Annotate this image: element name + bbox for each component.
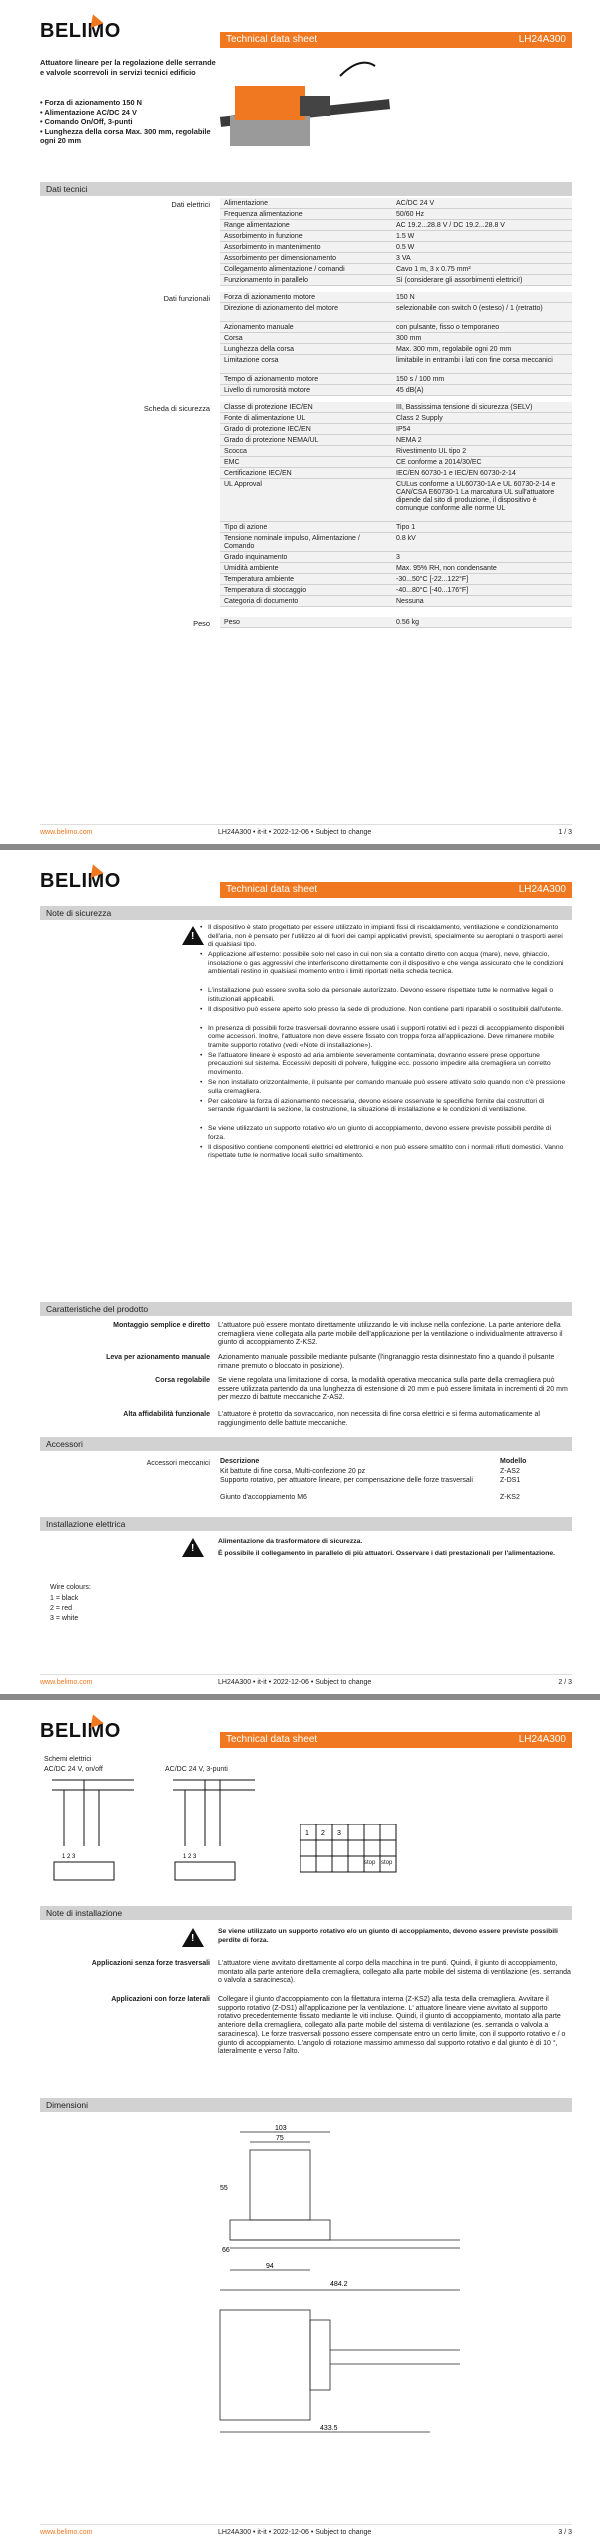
header-bar: Technical data sheet LH24A300: [220, 32, 572, 48]
spec-row: [220, 344, 572, 355]
spec-value: 1.5 W: [396, 233, 415, 240]
spec-key: Tipo di azione: [224, 524, 268, 531]
spec-key: Tensione nominale impulso, Alimentazione / Comando: [224, 535, 360, 550]
spec-row: [220, 231, 572, 242]
spec-row: [220, 533, 572, 552]
spec-row: [220, 385, 572, 396]
group-label: Dati funzionali: [163, 294, 210, 303]
spec-key: Fonte di alimentazione UL: [224, 415, 306, 422]
warning-icon: !: [182, 1928, 204, 1947]
spec-value: IP54: [396, 426, 411, 433]
spec-value: 0.56 kg: [396, 619, 419, 626]
stop-label-1: stop: [364, 1860, 376, 1866]
spec-value: 0.5 W: [396, 244, 415, 251]
dim-55: 55: [220, 2185, 228, 2192]
spec-row: [220, 242, 572, 253]
dim-75: 75: [276, 2135, 284, 2142]
spec-key: Temperatura ambiente: [224, 576, 295, 583]
section-dimensioni: Dimensioni: [40, 2098, 572, 2112]
safety-item: • Per calcolare la forza di azionamento necessaria, devono essere osservate le specifiche fornite dai costruttori di serrande riguardanti la sezione, la costruzione, la situazione di installazione e le condizioni di ventilazione.: [208, 1098, 568, 1115]
spec-key: Limitazione corsa: [224, 357, 279, 364]
dim-103: 103: [275, 2125, 287, 2132]
safety-item: • In presenza di possibili forze trasversali dovranno essere usati i supporti rotativi ed i pezzi di accoppiamento disponibili come accessori. Inoltre, l'attuatore non deve essere fissato con troppa forza all'applicazione. Deve rimanere mobile tramite supporto rotativo (vedi «Note di installazione»).: [208, 1025, 568, 1051]
safety-item: • Applicazione all'esterno: possibile solo nel caso in cui non sia a contatto diretto con acqua (mare), neve, ghiaccio, insolazione o gas aggressivi che interferiscono direttamente con il dispositivo e che venga assicurato che le condizioni ambientali restino in qualsiasi momento entro i limiti riportati nella scheda tecnica.: [208, 951, 568, 977]
spec-value: 3: [396, 554, 400, 561]
belimo-logo: BELIMO: [40, 20, 121, 43]
inst-label-2: Applicazioni con forze laterali: [111, 1996, 210, 2003]
spec-key: Tempo di azionamento motore: [224, 376, 319, 383]
spec-row: [220, 209, 572, 220]
spec-value: Max. 95% RH, non condensante: [396, 565, 497, 572]
footer: www.belimo.com LH24A300 • it-it • 2022-12-06 • Subject to change 2 / 3: [40, 1674, 572, 1691]
footer: www.belimo.com LH24A300 • it-it • 2022-12-06 • Subject to change 1 / 3: [40, 824, 572, 841]
safety-item: • Se l'attuatore lineare è esposto ad aria ambiente severamente contaminata, dovranno essere prese opportune precauzioni sul sistema. Eccessivi depositi di polvere, fuliggine ecc. possono impedire alla cremagliera un corretto movimento.: [208, 1052, 568, 1078]
spec-row: [220, 596, 572, 607]
spec-value: III, Bassissima tensione di sicurezza (SELV): [396, 404, 533, 411]
spec-key: Grado di protezione IEC/EN: [224, 426, 311, 433]
spec-value: IEC/EN 60730-1 e IEC/EN 60730-2-14: [396, 470, 516, 477]
feature-text: L'attuatore può essere montato direttamente utilizzando le viti incluse nella confezione. La parte anteriore della cremagliera viene collegata alla parte mobile dell'applicazione per la ventilazione o individualmente attraverso il giunto di accoppiamento Z-KS2.: [218, 1322, 563, 1347]
footer: www.belimo.com LH24A300 • it-it • 2022-12-06 • Subject to change 3 / 3: [40, 2524, 572, 2541]
warning-icon: !: [182, 926, 204, 945]
spec-key: Funzionamento in parallelo: [224, 277, 309, 284]
belimo-logo: BELIMO: [40, 1720, 121, 1743]
spec-row: [220, 220, 572, 231]
spec-key: Livello di rumorosità motore: [224, 387, 310, 394]
spec-key: Grado inquinamento: [224, 554, 288, 561]
spec-key: UL Approval: [224, 481, 262, 488]
spec-row: [220, 552, 572, 563]
spec-row: [220, 253, 572, 264]
acc-model: Z-DS1: [500, 1477, 521, 1484]
spec-value: selezionabile con switch 0 (esteso) / 1 (retratto): [396, 305, 543, 312]
dim-433: 433.5: [320, 2425, 338, 2432]
spec-row: [220, 617, 572, 628]
group-label: Peso: [193, 619, 210, 628]
inst-text-2: Collegare il giunto d'accoppiamento con la filettatura interna (Z-KS2) alla testa della cremagliera. Avvitare il supporto rotativo (Z-DS1) all'applicazione per la ventilazione. L' attuatore lineare viene avvitato al supporto rotativo precedentemente fissato mediante le viti incluse. Quindi, il giunto di accoppiamento, montato alla parte anteriore della cremagliera, collegato alla parte mobile del sistema di ventilazione (es. serranda o valvola a saracinesca). Le forze trasversali possono essere compensate entro un certo limite, con il supporto rotativo e / o giunto di accoppiamento. L'angolo di rotazione massimo ammesso dal supporto rotativo e dal giunto è di 10 °, lateralmente e verso l'alto.: [218, 1996, 566, 2056]
feature-text: L'attuatore è protetto da sovraccarico, non necessita di fine corsa elettrici e si ferma automaticamente al raggiungimento delle battute meccaniche.: [218, 1411, 540, 1427]
spec-value: 150 s / 100 mm: [396, 376, 445, 383]
page-2: [0, 850, 600, 1694]
spec-value: AC 19.2...28.8 V / DC 19.2...28.8 V: [396, 222, 505, 229]
actuator-image: [210, 56, 390, 166]
diagram-onoff-title: AC/DC 24 V, on/off: [44, 1766, 103, 1773]
elec-note-2: È possibile il collegamento in parallelo di più attuatori. Osservare i dati prestazionali per l'alimentazione.: [218, 1550, 556, 1557]
safety-item: • Il dispositivo può essere aperto solo presso la sede di produzione. Non contiene parti riparabili o sostituibili dall'utente.: [208, 1006, 568, 1015]
svg-text:1 2 3: 1 2 3: [183, 1854, 197, 1860]
page-3: [0, 1700, 600, 2544]
spec-row: [220, 198, 572, 209]
spec-row: [220, 402, 572, 413]
spec-row: [220, 522, 572, 533]
spec-key: Frequenza alimentazione: [224, 211, 303, 218]
spec-key: Assorbimento in funzione: [224, 233, 303, 240]
spec-value: Tipo 1: [396, 524, 416, 531]
spec-key: Classe di protezione IEC/EN: [224, 404, 313, 411]
wiring-diagram-onoff: [44, 1776, 144, 1886]
elec-note-1: Alimentazione da trasformatore di sicurezza.: [218, 1538, 363, 1545]
spec-row: [220, 355, 572, 374]
acc-desc: Giunto d'accoppiamento M6: [220, 1494, 307, 1501]
spec-value: 45 dB(A): [396, 387, 424, 394]
product-intro: Attuatore lineare per la regolazione delle serrande e valvole scorrevoli in servizi tecnici edificio: [40, 58, 216, 77]
spec-row: [220, 574, 572, 585]
spec-key: Grado di protezione NEMA/UL: [224, 437, 319, 444]
spec-key: Alimentazione: [224, 200, 268, 207]
spec-value: NEMA 2: [396, 437, 422, 444]
dim-484: 484.2: [330, 2281, 348, 2288]
spec-value: 50/60 Hz: [396, 211, 425, 218]
warning-icon: !: [182, 1538, 204, 1557]
schemi-title: Schemi elettrici: [44, 1756, 92, 1763]
spec-value: 0.8 kV: [396, 535, 416, 542]
spec-value: Cavo 1 m, 3 x 0.75 mm²: [396, 266, 471, 273]
spec-value: limitabile in entrambi i lati con fine corsa meccanici: [396, 357, 553, 364]
header-bar: Technical data sheet LH24A300: [220, 882, 572, 898]
spec-value: Rivestimento UL tipo 2: [396, 448, 467, 455]
safety-item: • L'installazione può essere svolta solo da personale autorizzato. Devono essere rispettate tutte le normative legali o istituzionali applicabili.: [208, 987, 568, 1004]
spec-value: Max. 300 mm, regolabile ogni 20 mm: [396, 346, 512, 353]
spec-row: [220, 303, 572, 322]
spec-row: [220, 479, 572, 522]
spec-row: [220, 374, 572, 385]
section-installazione-elettrica: Installazione elettrica: [40, 1517, 572, 1531]
feature-label: Leva per azionamento manuale: [106, 1354, 210, 1361]
page-1: [0, 0, 600, 844]
svg-text:3: 3: [337, 1830, 341, 1837]
spec-value: 300 mm: [396, 335, 422, 342]
spec-value: Class 2 Supply: [396, 415, 443, 422]
spec-key: Assorbimento in mantenimento: [224, 244, 321, 251]
spec-row: [220, 292, 572, 303]
footer-url[interactable]: www.belimo.com: [40, 1679, 93, 1686]
spec-key: Direzione di azionamento del motore: [224, 305, 339, 312]
group-label: Scheda di sicurezza: [143, 404, 210, 413]
feature-label: Corsa regolabile: [155, 1377, 210, 1384]
dim-66: 66: [222, 2247, 230, 2254]
spec-value: con pulsante, fisso o temporaneo: [396, 324, 500, 331]
spec-row: [220, 275, 572, 286]
acc-desc: Kit battute di fine corsa, Multi-confezione 20 pz: [220, 1468, 366, 1475]
spec-row: [220, 424, 572, 435]
spec-key: Assorbimento per dimensionamento: [224, 255, 337, 262]
group-label: Dati elettrici: [171, 200, 210, 209]
feature-text: Azionamento manuale possibile mediante pulsante (l'ingranaggio resta disinnestato fino a quando il pulsante rimane premuto o bloccato in posizione).: [218, 1354, 555, 1370]
acc-model: Z-AS2: [500, 1468, 520, 1475]
safety-item: • Se viene utilizzato un supporto rotativo e/o un giunto di accoppiamento, devono essere previste possibili perdite di forza.: [208, 1125, 568, 1142]
spec-key: Lunghezza della corsa: [224, 346, 295, 353]
feature-bullets: • Forza di azionamento 150 N • Alimentazione AC/DC 24 V • Comando On/Off, 3-punti • Lunghezza della corsa Max. 300 mm, regolabile ogni 20 mm: [40, 98, 211, 145]
spec-row: [220, 563, 572, 574]
acc-head-desc: Descrizione: [220, 1458, 260, 1465]
spec-row: [220, 468, 572, 479]
acc-desc: Supporto rotativo, per attuatore lineare, per compensazione delle forze trasversali: [220, 1477, 473, 1484]
footer-url[interactable]: www.belimo.com: [40, 829, 93, 836]
feature-text: Se viene regolata una limitazione di corsa, la modalità operativa meccanica sulla parte della cremagliera può essere utilizzata partendo da una lunghezza di estensione di 20 mm e può essere limitata in incrementi di 20 mm per mezzo di battute meccaniche Z-AS2.: [218, 1377, 568, 1402]
spec-row: [220, 413, 572, 424]
wire-1: 1 = black: [50, 1595, 79, 1602]
diagram-3punti-title: AC/DC 24 V, 3-punti: [165, 1766, 228, 1773]
inst-label-1: Applicazioni senza forze trasversali: [91, 1960, 210, 1967]
spec-key: Corsa: [224, 335, 243, 342]
spec-value: 150 N: [396, 294, 415, 301]
safety-item: • Se non installato orizzontalmente, il pulsante per comando manuale può essere attivato solo quando non c'è pressione sulla cremagliera.: [208, 1079, 568, 1096]
spec-key: Certificazione IEC/EN: [224, 470, 292, 477]
dimension-drawing: [160, 2120, 460, 2440]
spec-key: Azionamento manuale: [224, 324, 294, 331]
acc-model: Z-KS2: [500, 1494, 520, 1501]
spec-value: -30...50°C [-22...122°F]: [396, 576, 469, 583]
spec-row: [220, 264, 572, 275]
section-note-installazione: Note di installazione: [40, 1906, 572, 1920]
wire-2: 2 = red: [50, 1605, 72, 1612]
spec-key: Range alimentazione: [224, 222, 290, 229]
section-dati-tecnici: Dati tecnici: [40, 182, 572, 196]
spec-row: [220, 333, 572, 344]
acc-head-model: Modello: [500, 1458, 527, 1465]
feature-label: Montaggio semplice e diretto: [113, 1322, 210, 1329]
safety-item: • Il dispositivo contiene componenti elettrici ed elettronici e non può essere smaltito con i normali rifiuti domestici. Vanno rispettate tutte le normative locali sullo smaltimento.: [208, 1144, 568, 1161]
inst-text-1: L'attuatore viene avvitato direttamente al corpo della macchina in tre punti. Quindi, il giunto di accoppiamento, montato alla parte anteriore della cremagliera, collegato alla parte mobile del sistema di ventilazione (es. serranda o valvola a saracinesca).: [218, 1960, 571, 1985]
wire-title: Wire colours:: [50, 1584, 91, 1591]
spec-key: EMC: [224, 459, 240, 466]
spec-row: [220, 446, 572, 457]
spec-key: Umidità ambiente: [224, 565, 279, 572]
svg-text:1: 1: [305, 1830, 309, 1837]
spec-key: Peso: [224, 619, 240, 626]
wire-3: 3 = white: [50, 1615, 79, 1622]
spec-row: [220, 457, 572, 468]
spec-row: [220, 585, 572, 596]
spec-key: Collegamento alimentazione / comandi: [224, 266, 345, 273]
spec-value: AC/DC 24 V: [396, 200, 435, 207]
switch-table: [300, 1824, 400, 1874]
spec-value: CE conforme a 2014/30/EC: [396, 459, 482, 466]
header-bar: Technical data sheet LH24A300: [220, 1732, 572, 1748]
spec-key: Categoria di documento: [224, 598, 299, 605]
belimo-logo: BELIMO: [40, 870, 121, 893]
install-warning: Se viene utilizzato un supporto rotativo e/o un giunto di accoppiamento, devono essere previste possibili perdite di forza.: [218, 1928, 558, 1944]
dim-94: 94: [266, 2263, 274, 2270]
footer-url[interactable]: www.belimo.com: [40, 2529, 93, 2536]
spec-key: Temperatura di stoccaggio: [224, 587, 307, 594]
spec-value: Sì (considerare gli assorbimenti elettrici!): [396, 277, 523, 284]
svg-text:1 2 3: 1 2 3: [62, 1854, 76, 1860]
section-accessori: Accessori: [40, 1437, 572, 1451]
spec-value: 3 VA: [396, 255, 411, 262]
spec-row: [220, 435, 572, 446]
wiring-diagram-3punti: [165, 1776, 265, 1886]
spec-value: -40...80°C [-40...176°F]: [396, 587, 469, 594]
section-note-sicurezza: Note di sicurezza: [40, 906, 572, 920]
stop-label-2: stop: [381, 1860, 393, 1866]
acc-label: Accessori meccanici: [146, 1460, 210, 1467]
safety-item: • Il dispositivo è stato progettato per essere utilizzato in impianti fissi di riscaldamento, ventilazione e condizionamento dell'aria, non è pensato per l'utilizzo al di fuori dei campi applicativi previsti, specialmente su aeroplani o trasporti aerei di qualsiasi tipo.: [208, 924, 568, 950]
spec-row: [220, 322, 572, 333]
svg-text:2: 2: [321, 1830, 325, 1837]
feature-label: Alta affidabilità funzionale: [123, 1411, 210, 1418]
spec-key: Scocca: [224, 448, 247, 455]
spec-key: Forza di azionamento motore: [224, 294, 316, 301]
spec-value: CULus conforme a UL60730-1A e UL 60730-2-14 e CAN/CSA E60730-1 La marcatura UL sull'attuatore dipende dal sito di produzione, il dispositivo è comunque conforme alle norme UL: [396, 481, 556, 512]
section-caratteristiche: Caratteristiche del prodotto: [40, 1302, 572, 1316]
spec-value: Nessuna: [396, 598, 424, 605]
